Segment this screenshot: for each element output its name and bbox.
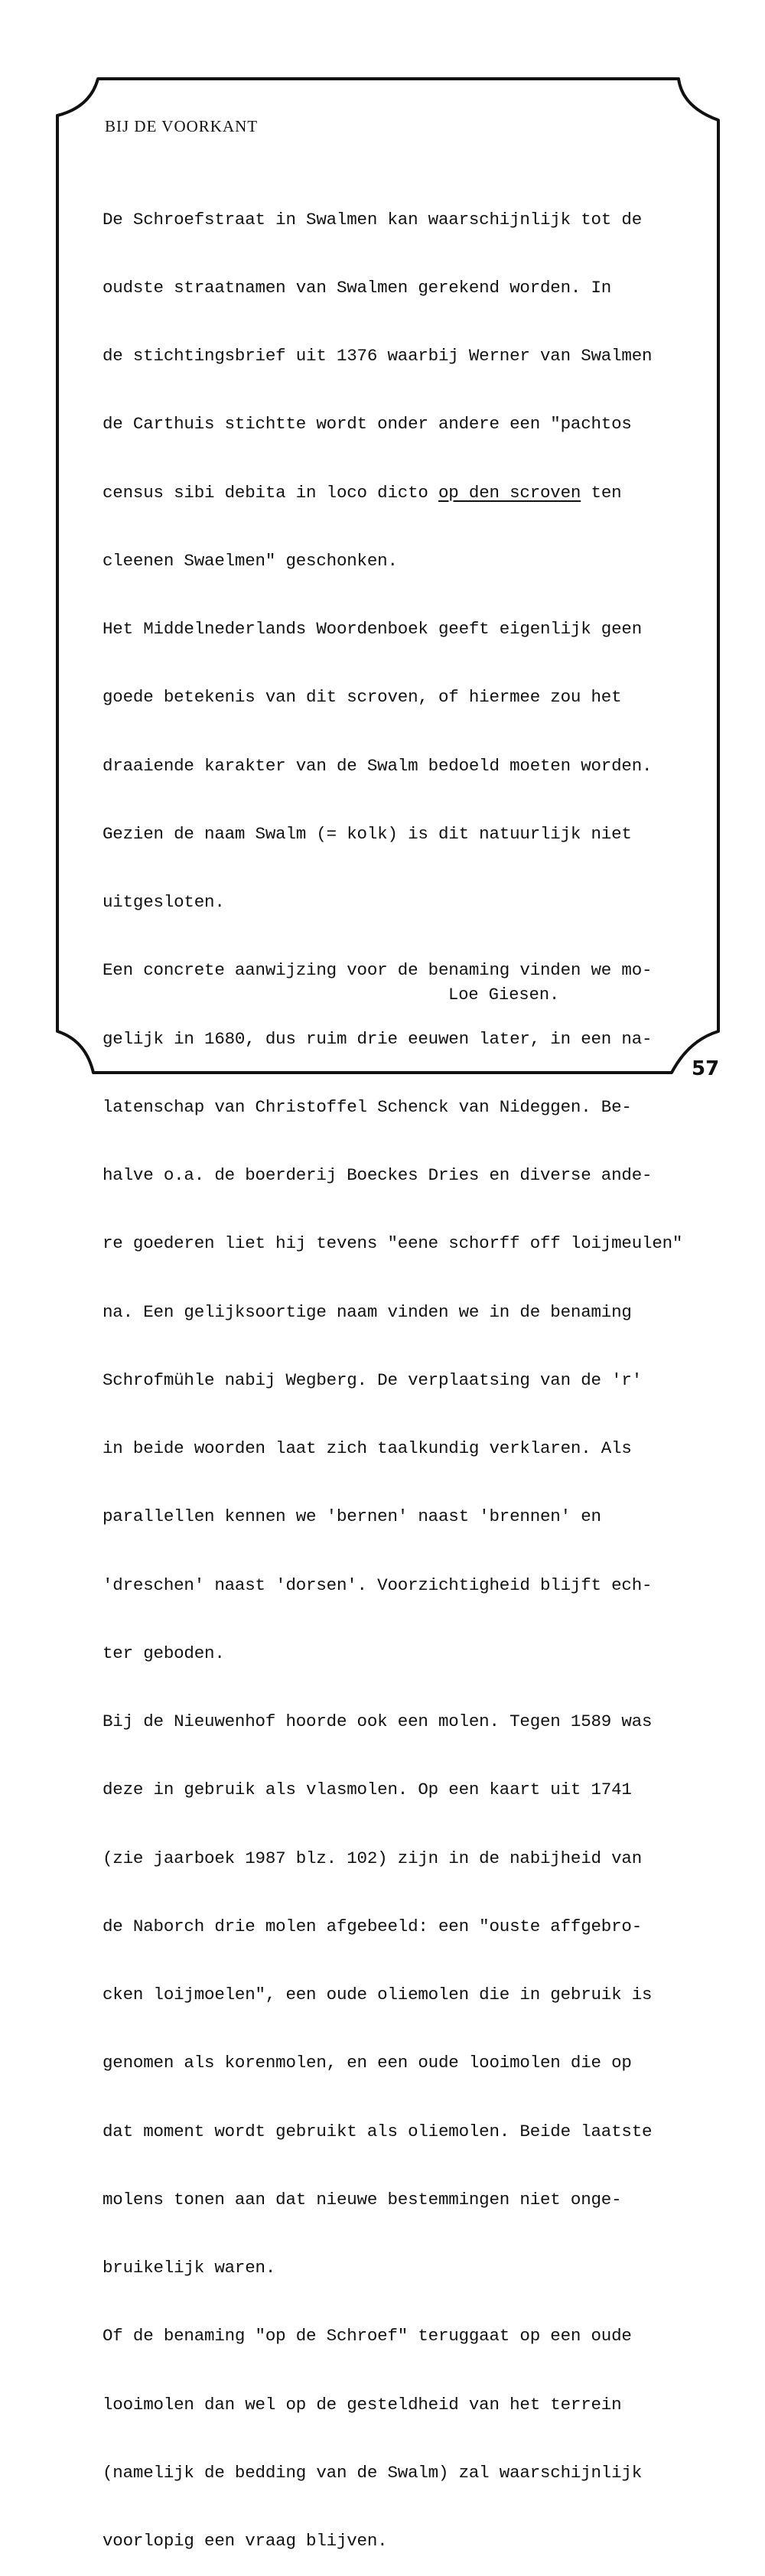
text-line: goede betekenis van dit scroven, of hiermee zou het: [103, 687, 622, 708]
text-line: molens tonen aan dat nieuwe bestemmingen niet onge-: [103, 2189, 622, 2210]
text-fragment: ten: [581, 482, 622, 503]
text-line: (zie jaarboek 1987 blz. 102) zijn in de nabijheid van: [103, 1848, 643, 1868]
text-line: looimolen dan wel op de gesteldheid van het terrein: [103, 2394, 622, 2415]
text-line: de Carthuis stichtte wordt onder andere een "pachtos: [103, 414, 632, 435]
text-line: Een concrete aanwijzing voor de benaming vinden we mo-: [103, 960, 653, 981]
text-line: de Naborch drie molen afgebeeld: een "ouste affgebro-: [103, 1916, 643, 1936]
text-line: uitgesloten.: [103, 892, 225, 912]
text-line: voorlopig een vraag blijven.: [103, 2531, 388, 2551]
author-signature: Loe Giesen.: [448, 985, 560, 1005]
text-line: Het Middelnederlands Woordenboek geeft eigenlijk geen: [103, 619, 643, 639]
page-number: 57: [692, 1057, 720, 1080]
text-line: Schrofmühle nabij Wegberg. De verplaatsing van de 'r': [103, 1369, 643, 1390]
text-line: 'dreschen' naast 'dorsen'. Voorzichtigheid blijft ech-: [103, 1575, 653, 1595]
text-line: Of de benaming "op de Schroef" teruggaat op een oude: [103, 2326, 632, 2346]
text-fragment: census sibi debita in loco dicto: [103, 482, 438, 503]
text-line: deze in gebruik als vlasmolen. Op een kaart uit 1741: [103, 1780, 632, 1800]
text-line: gelijk in 1680, dus ruim drie eeuwen later, in een na-: [103, 1028, 653, 1049]
text-line: parallellen kennen we 'bernen' naast 'brennen' en: [103, 1506, 601, 1527]
text-line: dat moment wordt gebruikt als oliemolen. Beide laatste: [103, 2121, 653, 2141]
text-line: in beide woorden laat zich taalkundig verklaren. Als: [103, 1438, 632, 1458]
text-line: genomen als korenmolen, en een oude looimolen die op: [103, 2053, 632, 2073]
text-line: de stichtingsbrief uit 1376 waarbij Werner van Swalmen: [103, 346, 653, 366]
text-line: bruikelijk waren.: [103, 2258, 276, 2278]
text-line: na. Een gelijksoortige naam vinden we in de benaming: [103, 1301, 632, 1322]
text-line-with-underline: [103, 482, 682, 505]
text-line: halve o.a. de boerderij Boeckes Dries en diverse ande-: [103, 1165, 653, 1185]
article-body: [103, 163, 682, 2576]
underlined-phrase: op den scroven: [438, 482, 581, 503]
text-line: oudste straatnamen van Swalmen gerekend worden. In: [103, 277, 612, 298]
text-line: ter geboden.: [103, 1643, 225, 1663]
text-line: (namelijk de bedding van de Swalm) zal waarschijnlijk: [103, 2462, 643, 2483]
text-line: cken loijmoelen", een oude oliemolen die in gebruik is: [103, 1985, 653, 2004]
text-line: Gezien de naam Swalm (= kolk) is dit natuurlijk niet: [103, 823, 632, 844]
text-line: Bij de Nieuwenhof hoorde ook een molen. Tegen 1589 was: [103, 1711, 653, 1731]
text-line: De Schroefstraat in Swalmen kan waarschijnlijk tot de: [103, 209, 643, 230]
text-line: re goederen liet hij tevens "eene schorff off loijmeulen": [103, 1233, 683, 1254]
article-heading: BIJ DE VOORKANT: [105, 117, 259, 135]
text-line: cleenen Swaelmen" geschonken.: [103, 550, 398, 571]
text-line: draaiende karakter van de Swalm bedoeld moeten worden.: [103, 755, 653, 776]
text-line: latenschap van Christoffel Schenck van Nideggen. Be-: [103, 1096, 632, 1117]
